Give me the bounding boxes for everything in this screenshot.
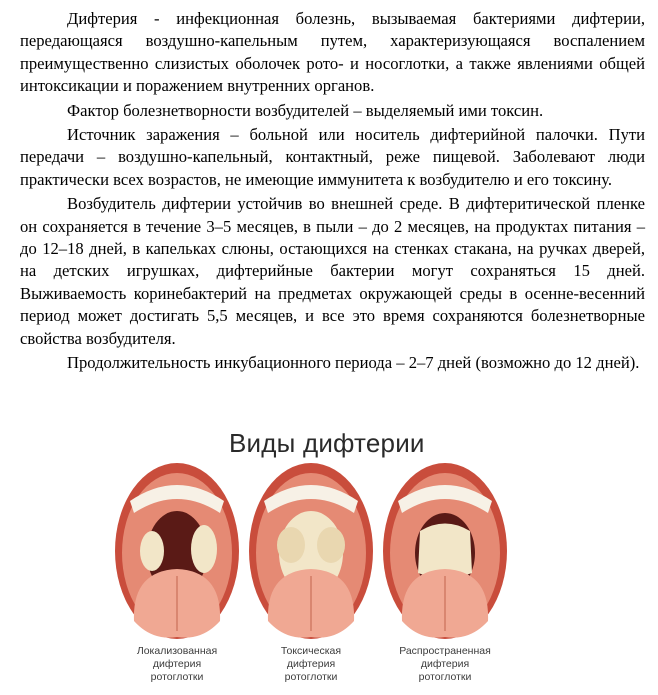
mouth-illustration-toxic: [246, 461, 376, 647]
paragraph-resistance: Возбудитель дифтерии устойчив во внешней среде. В дифтеритической пленке он сохраняется в течение 3–5 месяцев, в пыли – до 2 месяцев, на продуктах питания – до 12–18 дней, в капельках слюны, остающихся на стенках стакана, на ручках дверей, на детских игрушках, дифтерийные бактерии могут сохраняться 15 дней. Выживаемость коринебактерий на предметах окружающей среды в осенне-весенний период может достигать 5,5 месяцев, и все это время сохраняются болезнетворные свойства возбудителя.: [20, 194, 645, 348]
caption-toxic: Токсическая дифтерия ротоглотки: [280, 645, 342, 683]
paragraph-definition: Дифтерия - инфекционная болезнь, вызываемая бактериями дифтерии, передающаяся воздушно-капельным путем, характеризующаяся воспалением преимущественно слизистых оболочек рото- и носоглотки, а также явлениями общей интоксикации и поражением внутренних органов.: [20, 9, 645, 96]
paragraph-incubation: Продолжительность инкубационного периода – 2–7 дней (возможно до 12 дней).: [67, 353, 640, 373]
paragraph-pathogenicity: Фактор болезнетворности возбудителей – выделяемый ими токсин.: [67, 100, 544, 120]
document-body: [20, 8, 645, 377]
paragraph-source: Источник заражения – больной или носитель дифтерийной палочки. Пути передачи – воздушно-капельный, контактный, реже пищевой. Заболевают люди практически всех возрастов, не имеющие иммунитета к возбудителю и его токсину.: [20, 125, 645, 189]
mouth-illustration-widespread: [380, 461, 510, 647]
caption-widespread: Распространенная дифтерия ротоглотки: [399, 645, 491, 683]
figure-title: Виды дифтерии: [229, 428, 425, 458]
diphtheria-types-figure: [108, 427, 513, 695]
mouth-illustration-localized: [112, 461, 242, 647]
caption-localized: Локализованная дифтерия ротоглотки: [136, 645, 218, 683]
